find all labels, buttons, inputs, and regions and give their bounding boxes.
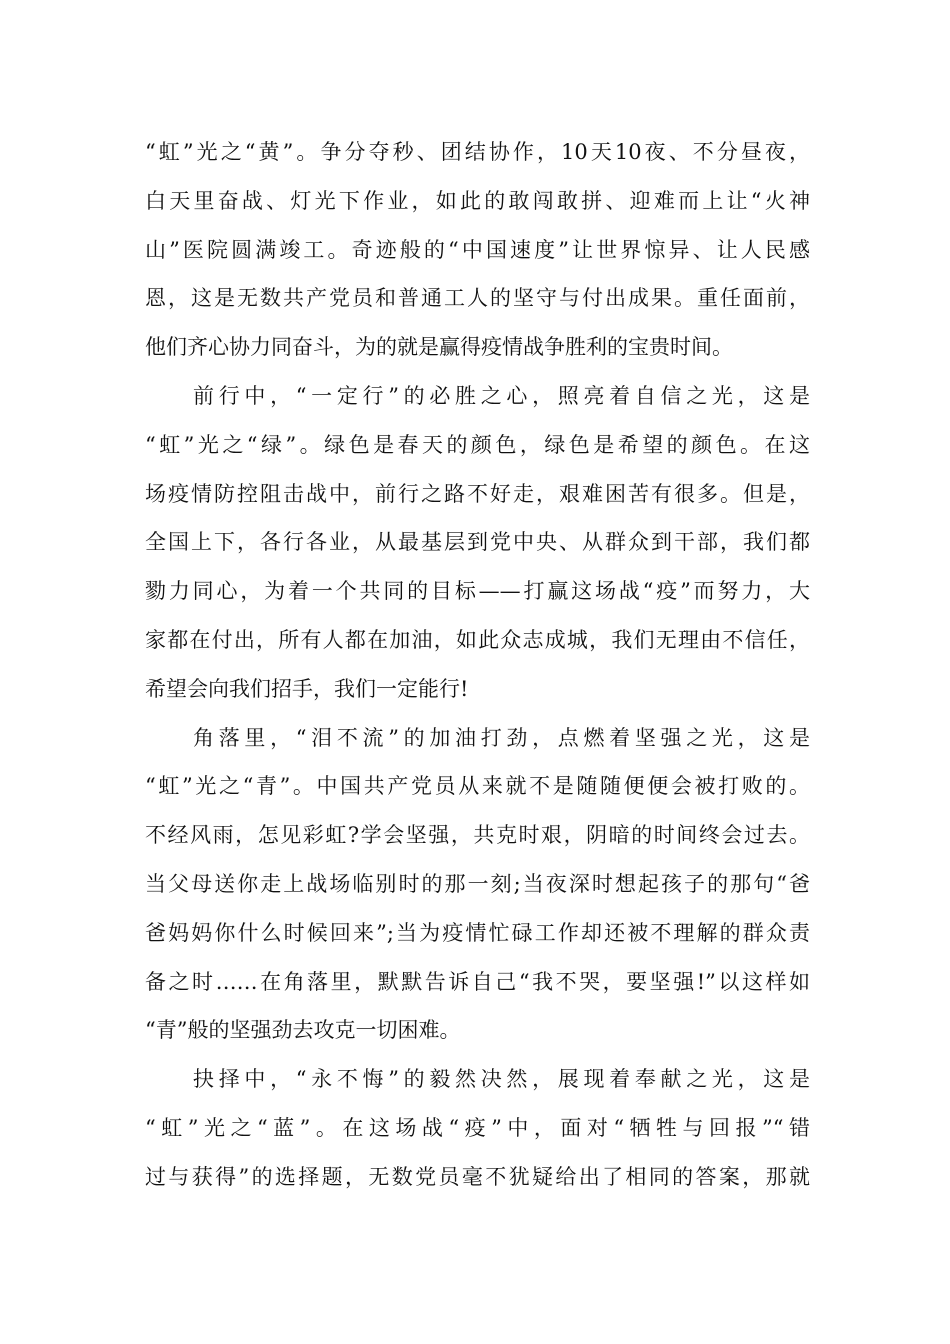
- text-line: 全国上下，各行各业，从最基层到党中央、从群众到干部，我们都: [145, 530, 810, 555]
- text-line: 恩，这是无数共产党员和普通工人的坚守与付出成果。重任面前，: [145, 286, 810, 311]
- paragraph-3: [145, 714, 810, 1056]
- text-line: 当父母送你走上战场临别时的那一刻;当夜深时想起孩子的那句“爸: [145, 871, 810, 896]
- paragraph-1: [145, 128, 810, 372]
- text-line: 场疫情防控阻击战中，前行之路不好走，艰难困苦有很多。但是，: [145, 481, 810, 506]
- text-line: 他们齐心协力同奋斗，为的就是赢得疫情战争胜利的宝贵时间。: [145, 335, 733, 360]
- paragraph-2: [145, 372, 810, 714]
- text-line: “虹”光之“绿”。绿色是春天的颜色，绿色是希望的颜色。在这: [145, 432, 810, 457]
- paragraph-4: [145, 1055, 810, 1201]
- text-line: 山”医院圆满竣工。奇迹般的“中国速度”让世界惊异、让人民感: [145, 237, 810, 262]
- text-line: “虹”光之“黄”。争分夺秒、团结协作，10天10夜、不分昼夜，: [145, 140, 810, 164]
- text-line: 白天里奋战、灯光下作业，如此的敢闯敢拼、迎难而上让“火神: [145, 188, 810, 213]
- text-line: 前行中，“一定行”的必胜之心，照亮着自信之光，这是: [193, 383, 810, 408]
- text-line: 备之时……在角落里，默默告诉自己“我不哭，要坚强!”以这样如: [145, 969, 810, 994]
- text-line: “虹”光之“蓝”。在这场战“疫”中，面对“牺牲与回报”“错: [145, 1115, 810, 1140]
- text-line: 抉择中，“永不悔”的毅然决然，展现着奉献之光，这是: [193, 1067, 810, 1092]
- text-line: 爸妈妈你什么时候回来”;当为疫情忙碌工作却还被不理解的群众责: [145, 920, 810, 945]
- text-line: “青”般的坚强劲去攻克一切困难。: [145, 1018, 461, 1043]
- text-line: 勠力同心，为着一个共同的目标——打赢这场战“疫”而努力，大: [145, 579, 810, 604]
- text-line: 家都在付出，所有人都在加油，如此众志成城，我们无理由不信任，: [145, 627, 810, 652]
- text-line: 希望会向我们招手，我们一定能行!: [145, 676, 469, 701]
- text-line: 角落里，“泪不流”的加油打劲，点燃着坚强之光，这是: [193, 725, 810, 750]
- text-line: “虹”光之“青”。中国共产党员从来就不是随随便便会被打败的。: [145, 774, 810, 799]
- text-line: 不经风雨，怎见彩虹?学会坚强，共克时艰，阴暗的时间终会过去。: [145, 823, 810, 848]
- document-body: [145, 128, 810, 1202]
- text-line: 过与获得”的选择题，无数党员毫不犹疑给出了相同的答案，那就: [145, 1164, 810, 1189]
